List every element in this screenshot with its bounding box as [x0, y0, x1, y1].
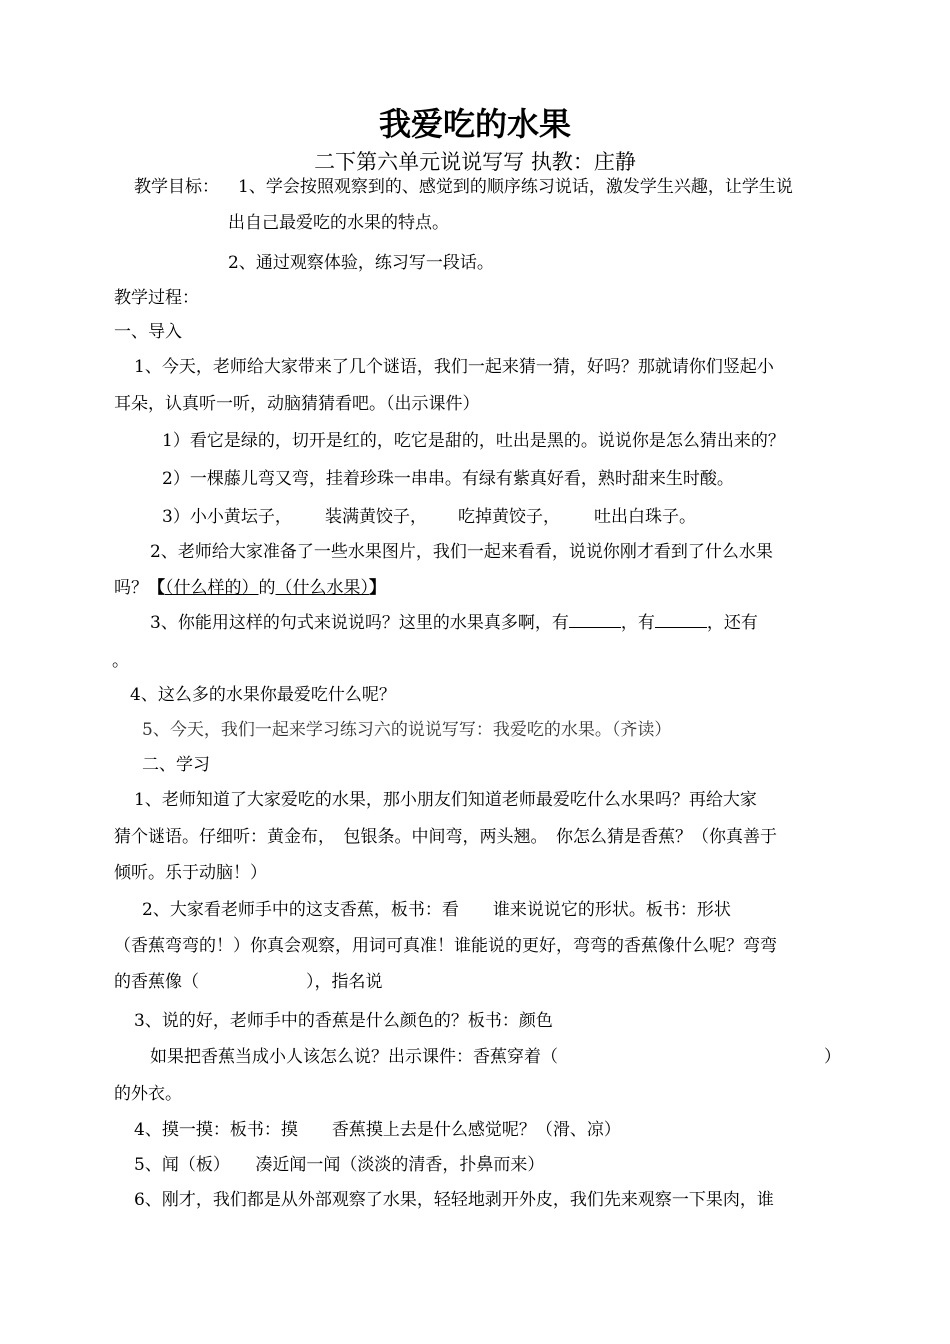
study-q2-line-3-end: ），指名说 — [306, 972, 383, 992]
goals-label: 教学目标： — [134, 177, 219, 197]
intro-p3-text-b: ，有 — [620, 613, 655, 633]
study-q3-line-2-end: ） — [824, 1047, 841, 1067]
pattern-de: 的 — [258, 578, 276, 598]
intro-p3-line-1 — [150, 612, 758, 634]
intro-p3-text-a: 3、你能用这样的句式来说说吗？这里的水果真多啊，有 — [150, 613, 569, 633]
study-q1-line-3: 倾听。乐于动脑！） — [114, 863, 267, 883]
riddle-1: 1）看它是绿的，切开是红的，吃它是甜的，吐出是黑的。说说你是怎么猜出来的？ — [162, 431, 785, 451]
intro-p4: 4、这么多的水果你最爱吃什么呢？ — [130, 685, 396, 705]
intro-p2-start: 吗？ — [114, 578, 148, 598]
bracket-open: 【 — [148, 578, 165, 598]
study-q1-line-2: 猜个谜语。仔细听：黄金布， 包银条。中间弯，两头翘。 你怎么猜是香蕉？（你真善于 — [114, 827, 777, 847]
study-q5: 5、闻（板） 凑近闻一闻（淡淡的清香，扑鼻而来） — [134, 1155, 545, 1175]
bracket-close: 】 — [369, 578, 386, 598]
intro-p5: 5、今天，我们一起来学习练习六的说说写写：我爱吃的水果。（齐读） — [142, 720, 672, 740]
intro-p3-text-c: ，还有 — [706, 613, 758, 633]
intro-p3-line-2: 。 — [112, 651, 129, 671]
goal-2: 2、通过观察体验，练习写一段话。 — [228, 253, 494, 273]
study-q3-line-3: 的外衣。 — [114, 1084, 182, 1104]
process-label: 教学过程： — [114, 288, 199, 308]
study-q4: 4、摸一摸：板书：摸 香蕉摸上去是什么感觉呢？（滑、凉） — [134, 1120, 621, 1140]
page-title: 我爱吃的水果 — [378, 105, 571, 143]
section-2-heading: 二、学习 — [142, 755, 210, 775]
section-1-heading: 一、导入 — [114, 322, 182, 342]
study-q2-line-1: 2、大家看老师手中的这支香蕉，板书：看 谁来说说它的形状。板书：形状 — [142, 900, 731, 920]
pattern-what-fruit: （什么水果） — [275, 578, 369, 598]
intro-p2-line-1: 2、老师给大家准备了一些水果图片，我们一起来看看，说说你刚才看到了什么水果 — [150, 542, 773, 562]
page-subtitle: 二下第六单元说说写写 执教：庄静 — [314, 150, 636, 174]
study-q2-line-3-start: 的香蕉像（ — [114, 972, 199, 992]
goal-1-line-1: 1、学会按照观察到的、感觉到的顺序练习说话，激发学生兴趣，让学生说 — [238, 177, 793, 197]
goal-1-line-2: 出自己最爱吃的水果的特点。 — [228, 213, 449, 233]
riddle-3-part-2: 装满黄饺子， — [325, 507, 427, 527]
study-q3-line-2-start: 如果把香蕉当成小人该怎么说？出示课件：香蕉穿着（ — [150, 1047, 558, 1067]
riddle-3-part-3: 吃掉黄饺子， — [458, 507, 560, 527]
intro-p2-line-2 — [114, 577, 386, 599]
study-q2-line-2: （香蕉弯弯的！）你真会观察，用词可真准！谁能说的更好，弯弯的香蕉像什么呢？弯弯 — [114, 936, 777, 956]
riddle-3-part-1: 3）小小黄坛子， — [162, 507, 292, 527]
study-q6: 6、刚才，我们都是从外部观察了水果，轻轻地剥开外皮，我们先来观察一下果肉，谁 — [134, 1190, 774, 1210]
fill-blank-1 — [569, 613, 621, 628]
pattern-what-kind: （什么样的） — [165, 578, 259, 598]
fill-blank-2 — [655, 613, 707, 628]
riddle-2: 2）一棵藤儿弯又弯，挂着珍珠一串串。有绿有紫真好看，熟时甜来生时酸。 — [162, 469, 734, 489]
intro-p1-line-1: 1、今天，老师给大家带来了几个谜语，我们一起来猜一猜，好吗？那就请你们竖起小 — [134, 357, 774, 377]
riddle-3-part-4: 吐出白珠子。 — [594, 507, 696, 527]
study-q1-line-1: 1、老师知道了大家爱吃的水果，那小朋友们知道老师最爱吃什么水果吗？再给大家 — [134, 790, 757, 810]
intro-p1-line-2: 耳朵，认真听一听，动脑猜猜看吧。（出示课件） — [114, 394, 480, 414]
study-q3-line-1: 3、说的好，老师手中的香蕉是什么颜色的？板书：颜色 — [134, 1011, 553, 1031]
